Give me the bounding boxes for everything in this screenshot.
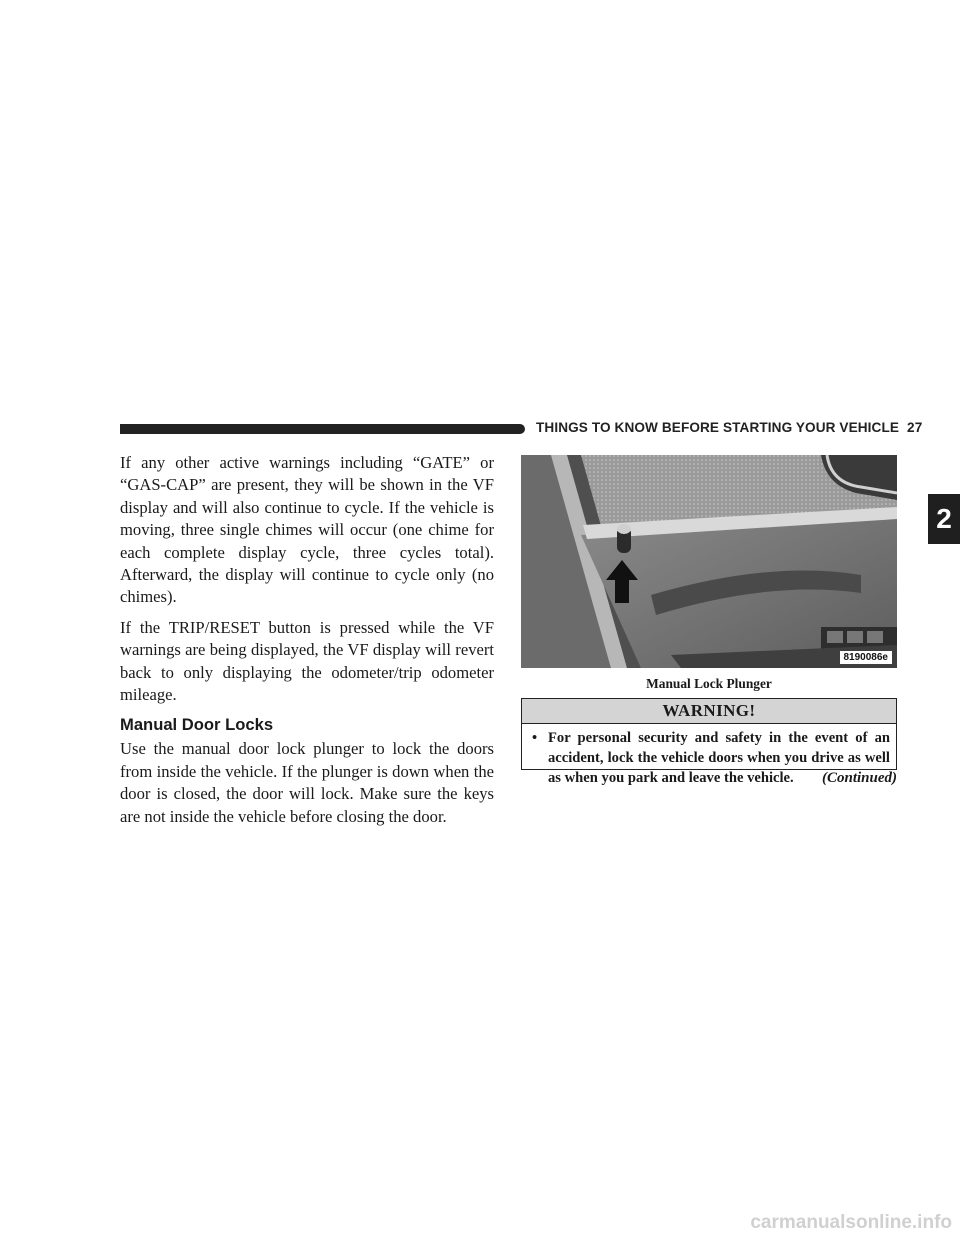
- paragraph: Use the manual door lock plunger to lock the doors from inside the vehicle. If the plunger is down when the door is closed, the door will lock. Make sure the keys are not inside the vehicle before closing the door.: [120, 739, 494, 826]
- header-bar: [120, 424, 525, 434]
- warning-title: WARNING!: [522, 699, 896, 724]
- figure-caption: Manual Lock Plunger: [646, 676, 772, 691]
- page-number: 27: [907, 420, 923, 435]
- manual-lock-plunger-figure: [521, 455, 897, 668]
- door-illustration: [521, 455, 897, 668]
- warning-text: For personal security and safety in the event of an accident, lock the vehicle doors when you drive as well as when you park and leave the vehicle.: [548, 730, 890, 786]
- section-title: THINGS TO KNOW BEFORE STARTING YOUR VEHICLE: [536, 420, 900, 435]
- watermark: carmanualsonline.info: [750, 1212, 952, 1233]
- running-header: [536, 420, 922, 435]
- body-column: [120, 452, 494, 836]
- figure-id: 8190086e: [840, 651, 893, 664]
- continued-label: (Continued): [821, 770, 897, 786]
- paragraph: If the TRIP/RESET button is pressed while the VF warnings are being displayed, the VF display will revert back to only displaying the odometer/trip odometer mileage.: [120, 617, 494, 705]
- bullet: •: [532, 730, 538, 746]
- section-heading: Manual Door Locks: [120, 715, 274, 735]
- paragraph: If any other active warnings including “GATE” or “GAS-CAP” are present, they will be shown in the VF display and will also continue to cycle. If the vehicle is moving, three single chimes will occur (one chime for each complete display cycle, three cycles total). Afterward, the display will continue to cycle only (no chimes).: [120, 453, 494, 607]
- chapter-tab[interactable]: 2: [928, 494, 960, 544]
